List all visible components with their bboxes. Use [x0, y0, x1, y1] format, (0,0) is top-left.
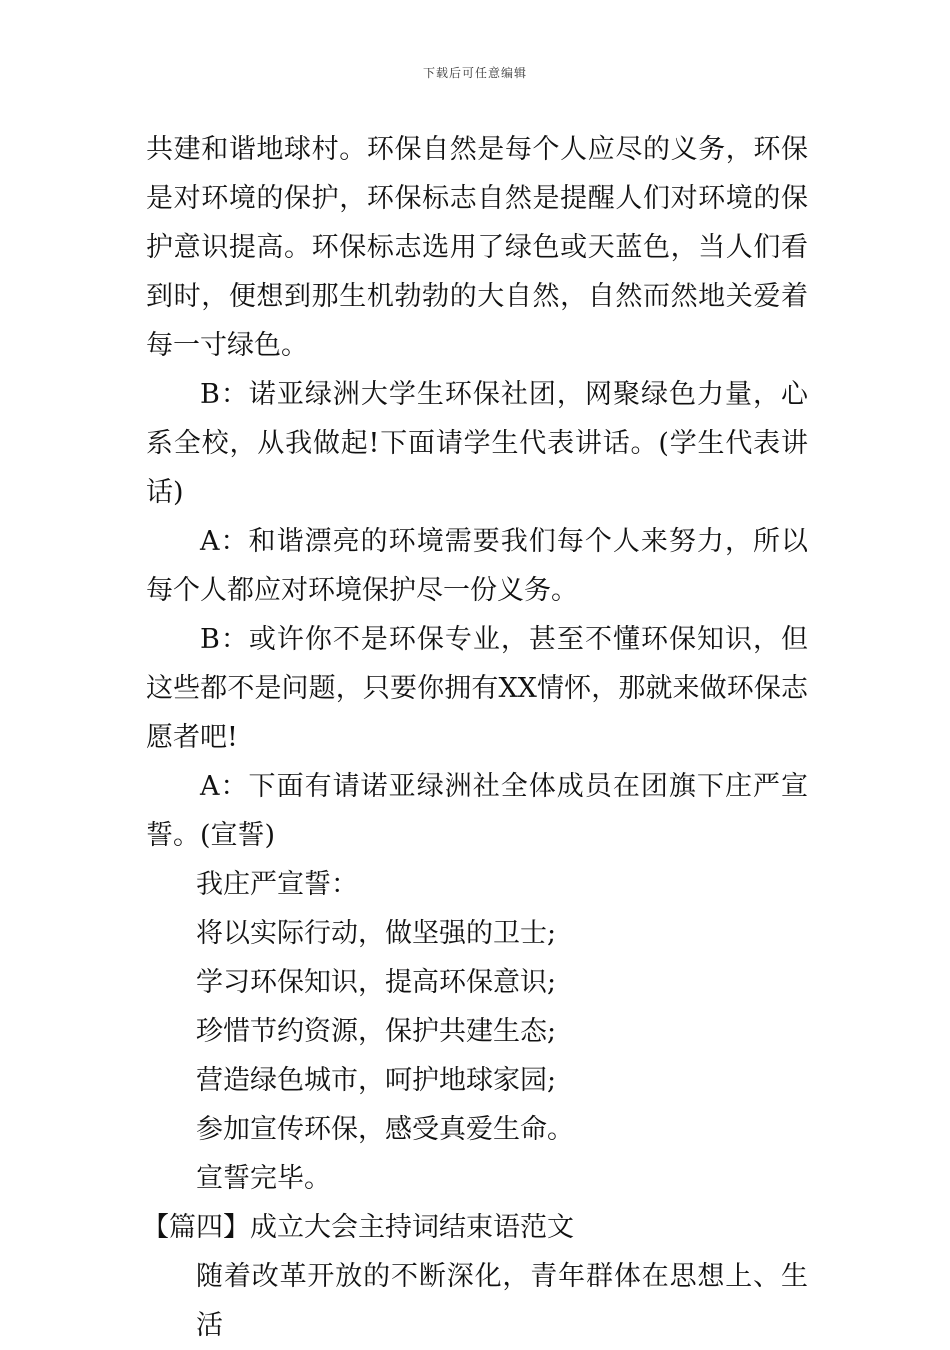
oath-line-4: 营造绿色城市，呵护地球家园;	[196, 1065, 557, 1096]
paragraph-3: A：和谐漂亮的环境需要我们每个人来努力，所以每个人都应对环境保护尽一份义务。	[146, 526, 808, 606]
paragraph-4: B：或许你不是环保专业，甚至不懂环保知识，但这些都不是问题，只要你拥有XX情怀，那就来做环保志愿者吧!	[146, 624, 808, 753]
oath-line-5: 参加宣传环保，感受真爱生命。	[196, 1114, 574, 1145]
paragraph-1: 共建和谐地球村。环保自然是每个人应尽的义务，环保是对环境的保护，环保标志自然是提醒人们对环境的保护意识提高。环保标志选用了绿色或天蓝色，当人们看到时，便想到那生机勃勃的大自然，自然而然地关爱着每一寸绿色。	[146, 134, 808, 361]
paragraph-2: B：诺亚绿洲大学生环保社团，网聚绿色力量，心系全校，从我做起!下面请学生代表讲话。(学生代表讲话)	[146, 379, 808, 508]
section-title: 【篇四】成立大会主持词结束语范文	[142, 1212, 574, 1243]
document-body	[142, 125, 808, 1350]
oath-line-1: 将以实际行动，做坚强的卫士;	[196, 918, 557, 949]
oath-end: 宣誓完毕。	[196, 1163, 331, 1194]
oath-line-2: 学习环保知识，提高环保意识;	[196, 967, 557, 998]
oath-line-3: 珍惜节约资源，保护共建生态;	[196, 1016, 557, 1047]
paragraph-5: A：下面有请诺亚绿洲社全体成员在团旗下庄严宣誓。(宣誓)	[146, 771, 808, 851]
section-first-line: 随着改革开放的不断深化，青年群体在思想上、生活	[196, 1261, 808, 1341]
oath-intro: 我庄严宣誓：	[196, 869, 358, 900]
page-header: 下载后可任意编辑	[422, 66, 527, 80]
